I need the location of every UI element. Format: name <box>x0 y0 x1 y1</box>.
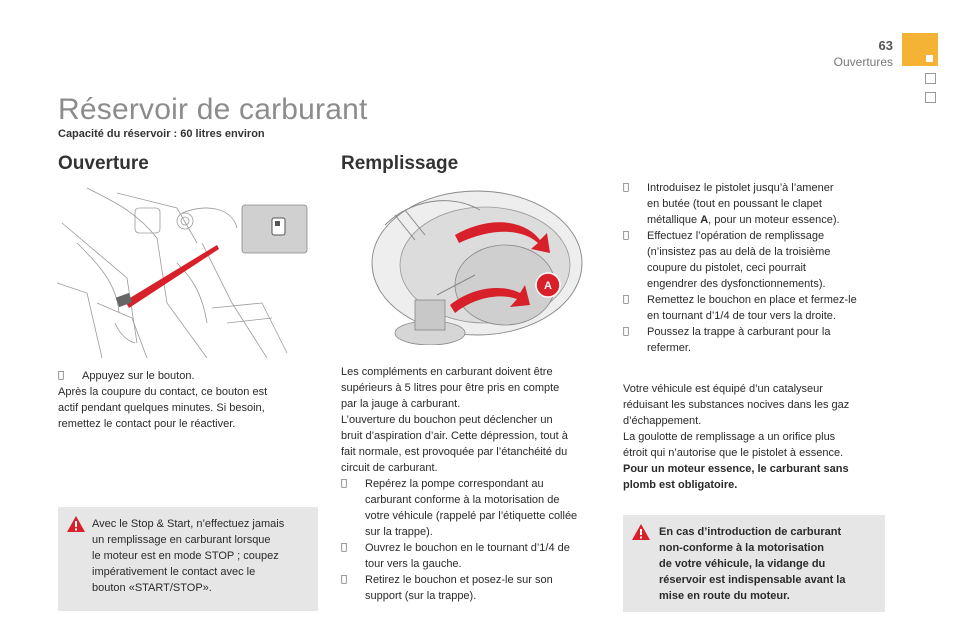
ouverture-text: Appuyez sur le bouton. Après la coupure du contact, ce bouton est actif pendant quelques minutes. Si besoin, remettez le contact pour le réactiver. <box>58 368 318 432</box>
remplissage-text: Les compléments en carburant doivent être supérieurs à 5 litres pour être pris en compte par la jauge à carburant. L’ouverture du bouchon peut déclencher un bruit d’aspiration d’air. Cette dépression, tout à fait normale, est provoquée par l’étanchéité du circuit de carburant. Repérez la pompe correspondant au carburant conforme à la motorisation de votre véhicule (rappelé par l’étiquette collée sur la trappe). Ouvrez le bouchon en le tournant d’1/4 de tour vers la gauche. Retirez le bouchon et posez-le sur son support (sur la trappe). <box>341 364 606 604</box>
remplissage-steps-right <box>623 180 885 356</box>
tab-marker <box>926 55 933 62</box>
tab-square-1 <box>925 73 936 84</box>
fuel-flap-button-illustration <box>57 183 319 358</box>
ouverture-step: Appuyez sur le bouton. <box>58 368 318 384</box>
warning-icon <box>66 515 86 535</box>
section-name: Ouvertures <box>833 55 893 69</box>
step-close-cap: Remettez le bouchon en place et fermez-le en tournant d’1/4 de tour vers la droite. <box>647 294 857 322</box>
page-number: 63 <box>878 38 893 53</box>
stop-start-warning: Avec le Stop & Start, n’effectuez jamais un remplissage en carburant lorsque le moteur est en mode STOP ; coupez impérativement le contact avec le bouton «START/STOP». <box>58 507 318 611</box>
step-close-flap: Poussez la trappe à carburant pour la refermer. <box>647 326 831 354</box>
warning-icon <box>631 523 651 543</box>
wrong-fuel-warning: En cas d’introduction de carburant non-conforme à la motorisation de votre véhicule, la vidange du réservoir est indispensable avant la mise en route du moteur. <box>623 515 885 612</box>
tab-square-2 <box>925 92 936 103</box>
step-identify-pump: Repérez la pompe correspondant au carburant conforme à la motorisation de votre véhicule (rappelé par l’étiquette collée sur la trappe). <box>365 478 578 538</box>
step-open-cap: Ouvrez le bouchon en le tournant d’1/4 de tour vers la gauche. <box>365 542 570 570</box>
heading-ouverture: Ouverture <box>58 153 149 174</box>
fuel-cap-illustration <box>355 185 583 345</box>
label-a: A <box>544 280 552 292</box>
page-title: Réservoir de carburant <box>58 93 368 126</box>
step-remove-cap: Retirez le bouchon et posez-le sur son support (sur la trappe). <box>365 574 553 602</box>
bullet-marker <box>58 368 74 384</box>
catalyst-note: Votre véhicule est équipé d’un catalyseur réduisant les substances nocives dans les gaz d’échappement. La goulotte de remplissage a un orifice plus étroit qui n’autorise que le pistolet à essence. Pour un moteur essence, le carburant sans plomb est obligatoire. <box>623 383 850 491</box>
heading-remplissage: Remplissage <box>341 153 459 174</box>
chapter-tab <box>902 33 938 66</box>
capacity-subtitle: Capacité du réservoir : 60 litres environ <box>58 128 265 140</box>
step-refuel: Effectuez l’opération de remplissage (n’insistez pas au delà de la troisième coupure du pistolet, ceci pourrait engendrer des dysfonctionnements). <box>647 230 831 290</box>
step-insert-nozzle: Introduisez le pistolet jusqu’à l’amener en butée (tout en poussant le clapet métallique A, pour un moteur essence). <box>647 182 840 226</box>
